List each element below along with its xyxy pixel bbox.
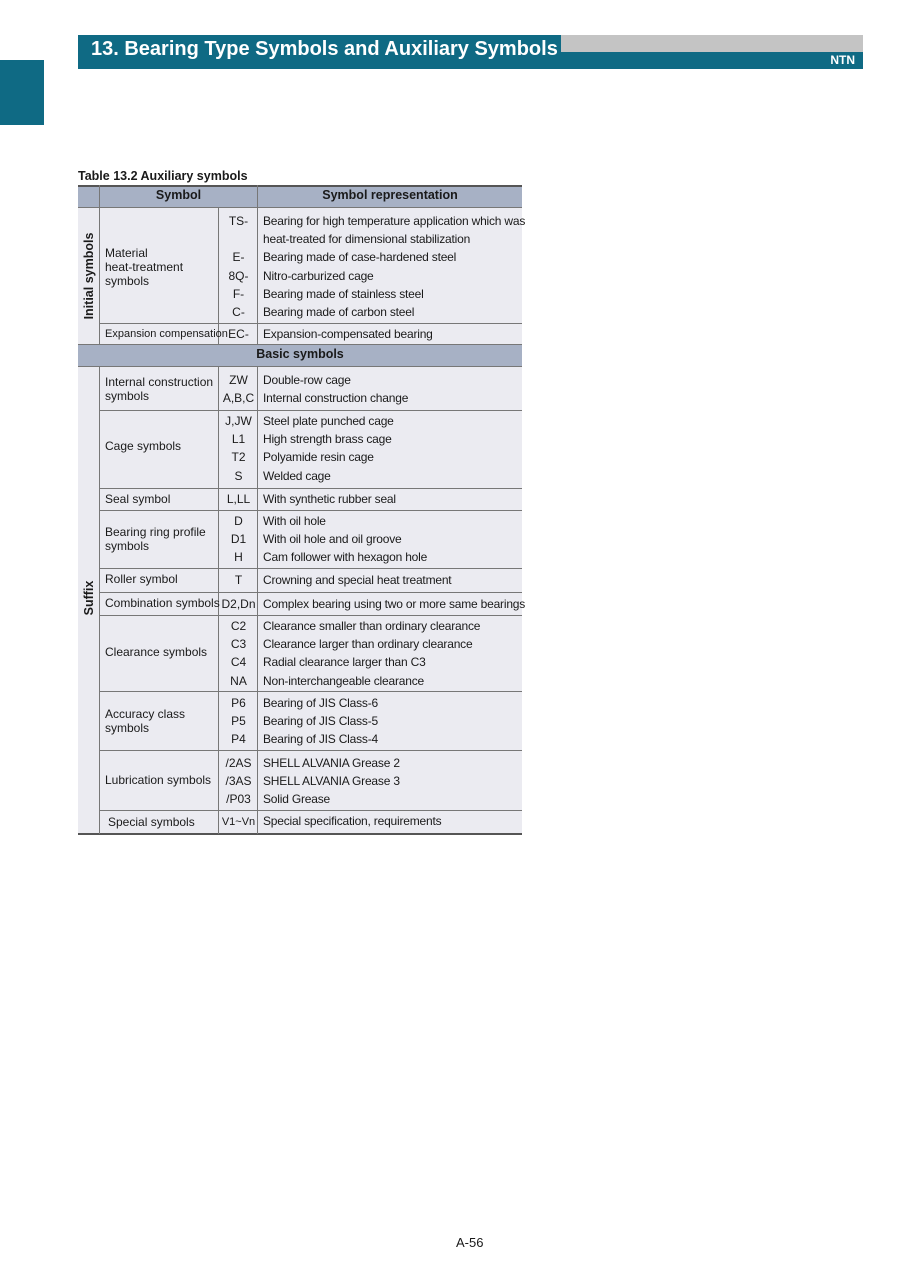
section-title: 13. Bearing Type Symbols and Auxiliary Symbols: [91, 38, 558, 60]
category-seal: Seal symbol: [105, 492, 171, 506]
category-expansion: Expansion compensation: [105, 328, 228, 340]
symbol-value: C-: [232, 304, 245, 319]
row-rule: [99, 691, 522, 692]
suffix-label: Suffix: [82, 580, 96, 616]
symbol-cell: [219, 325, 258, 343]
representation-text: Solid Grease: [263, 792, 330, 807]
representation-text: heat-treated for dimensional stabilization: [263, 232, 471, 247]
category-combination: Combination symbols: [105, 596, 220, 610]
symbol-cell: [219, 813, 258, 831]
symbol-value: T: [234, 573, 243, 587]
symbol-value: NA: [230, 673, 247, 688]
symbol-value: D1: [230, 532, 247, 547]
representation-text: With oil hole: [263, 514, 326, 528]
representation-cell: [263, 617, 480, 690]
symbol-cell: [219, 412, 258, 485]
symbol-value: D: [234, 514, 243, 528]
representation-text: Radial clearance larger than C3: [263, 655, 426, 670]
symbol-cell: [219, 571, 258, 589]
representation-text: Special specification, requirements: [263, 814, 442, 828]
header-gray-band: [561, 35, 863, 52]
representation-text: Bearing made of carbon steel: [263, 304, 415, 319]
row-rule: [99, 488, 522, 489]
representation-text: Bearing of JIS Class-5: [263, 714, 378, 729]
section-header: [78, 35, 863, 69]
representation-text: Non-interchangeable clearance: [263, 673, 424, 688]
representation-cell: [263, 325, 433, 343]
symbol-value: P6: [231, 696, 246, 710]
page-number: A-56: [456, 1235, 484, 1250]
representation-cell: [263, 595, 525, 613]
basic-top-rule: [78, 344, 522, 345]
header-bottom-rule: [78, 207, 522, 208]
col-rule-label: [99, 185, 100, 345]
col-rule-label: [99, 366, 100, 834]
representation-text: Internal construction change: [263, 391, 409, 406]
representation-cell: [263, 754, 400, 809]
symbol-value: S: [234, 468, 243, 483]
symbol-value: F-: [232, 286, 245, 301]
representation-text: Bearing made of case-hardened steel: [263, 250, 457, 265]
initial-symbols-label: Initial symbols: [82, 232, 96, 320]
representation-cell: [263, 371, 408, 407]
symbol-value: T2: [231, 450, 246, 465]
auxiliary-symbols-table: [78, 185, 526, 835]
symbol-value: C4: [230, 655, 247, 670]
symbol-cell: [219, 617, 258, 690]
representation-text: Bearing made of stainless steel: [263, 286, 424, 301]
representation-column-header: Symbol representation: [322, 188, 458, 202]
category-material: Material heat-treatment symbols: [105, 246, 184, 288]
representation-cell: [263, 694, 378, 749]
representation-text: Crowning and special heat treatment: [263, 573, 452, 587]
symbol-value: D2,Dn: [221, 597, 256, 611]
symbol-value: P5: [231, 714, 246, 729]
representation-text: Cam follower with hexagon hole: [263, 550, 428, 565]
row-rule: [99, 323, 522, 324]
symbol-value: C3: [230, 637, 247, 652]
symbol-value: V1~Vn: [221, 816, 256, 828]
symbol-cell: [219, 754, 258, 809]
representation-cell: [263, 412, 394, 485]
representation-text: Polyamide resin cage: [263, 450, 374, 465]
representation-cell: [263, 512, 427, 567]
section-side-tab: [0, 60, 44, 125]
row-rule: [99, 510, 522, 511]
row-rule: [99, 750, 522, 751]
row-rule: [99, 592, 522, 593]
symbol-value: /2AS: [225, 756, 252, 770]
category-internal-construction: Internal construction symbols: [105, 375, 214, 403]
row-rule: [99, 568, 522, 569]
symbol-value: C2: [230, 619, 247, 633]
category-accuracy-class: Accuracy class symbols: [105, 707, 186, 735]
symbol-value: [219, 230, 258, 248]
symbol-value: ZW: [229, 373, 248, 387]
representation-text: Nitro-carburized cage: [263, 268, 374, 283]
representation-text: Double-row cage: [263, 373, 351, 387]
symbol-cell: [219, 595, 258, 613]
category-lubrication: Lubrication symbols: [105, 773, 212, 787]
table-caption: Table 13.2 Auxiliary symbols: [78, 169, 248, 183]
representation-text: Welded cage: [263, 468, 331, 483]
representation-text: With oil hole and oil groove: [263, 532, 402, 547]
row-rule: [99, 410, 522, 411]
symbol-value: /3AS: [225, 774, 252, 789]
symbol-cell: [219, 212, 258, 321]
symbol-cell: [219, 694, 258, 749]
representation-text: With synthetic rubber seal: [263, 492, 396, 506]
category-cage: Cage symbols: [105, 439, 182, 453]
representation-text: Complex bearing using two or more same bearings: [263, 597, 526, 611]
symbol-value: L,LL: [226, 492, 251, 506]
category-bearing-ring-profile: Bearing ring profile symbols: [105, 525, 206, 553]
category-roller: Roller symbol: [105, 572, 178, 586]
symbol-value: EC-: [228, 327, 249, 341]
brand-label: NTN: [830, 53, 855, 67]
table-top-rule: [78, 185, 522, 187]
symbol-cell: [219, 512, 258, 567]
representation-cell: [263, 812, 441, 830]
table-bottom-rule: [78, 833, 522, 835]
symbol-cell: [219, 490, 258, 508]
representation-text: Bearing of JIS Class-4: [263, 732, 378, 747]
symbol-value: TS-: [228, 214, 249, 228]
category-clearance: Clearance symbols: [105, 645, 208, 659]
category-special: Special symbols: [108, 815, 195, 829]
row-rule: [99, 615, 522, 616]
representation-text: High strength brass cage: [263, 432, 392, 447]
representation-cell: [263, 212, 525, 321]
representation-cell: [263, 571, 451, 589]
representation-text: Clearance smaller than ordinary clearance: [263, 619, 481, 633]
representation-text: Bearing of JIS Class-6: [263, 696, 378, 710]
representation-cell: [263, 490, 396, 508]
basic-symbols-label: Basic symbols: [256, 347, 344, 361]
symbol-value: J,JW: [225, 414, 252, 428]
representation-text: SHELL ALVANIA Grease 3: [263, 774, 400, 789]
symbol-value: L1: [231, 432, 246, 447]
representation-text: Expansion-compensated bearing: [263, 327, 433, 341]
representation-text: Bearing for high temperature application which was: [263, 214, 526, 228]
basic-bottom-rule: [78, 366, 522, 367]
symbol-column-header: Symbol: [155, 188, 202, 202]
representation-text: Steel plate punched cage: [263, 414, 394, 428]
representation-text: SHELL ALVANIA Grease 2: [263, 756, 400, 770]
symbol-value: E-: [232, 250, 245, 265]
row-rule: [99, 810, 522, 811]
symbol-value: A,B,C: [222, 391, 255, 406]
header-blue-band: [561, 52, 863, 69]
symbol-value: H: [234, 550, 243, 565]
symbol-cell: [219, 371, 258, 407]
symbol-value: /P03: [226, 792, 251, 807]
representation-text: Clearance larger than ordinary clearance: [263, 637, 473, 652]
symbol-value: P4: [231, 732, 246, 747]
symbol-value: 8Q-: [228, 268, 249, 283]
